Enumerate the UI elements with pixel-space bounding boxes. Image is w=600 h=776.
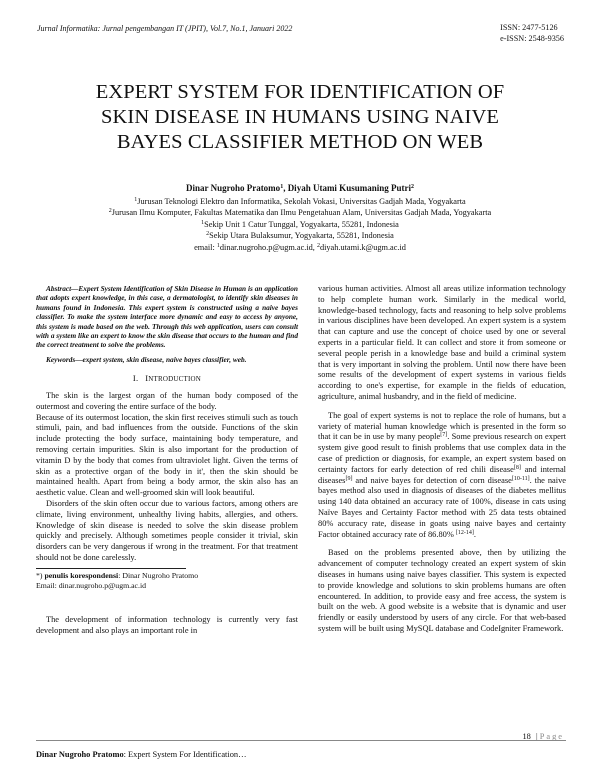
author-2: Diyah Utami Kusumaning Putri xyxy=(287,183,411,193)
corresponding-author-footnote: *) penulis korespondensi: Dinar Nugroho Pratomo Email: dinar.nugroho.p@ugm.ac.id xyxy=(36,569,298,591)
intro-paragraph-3: Disorders of the skin often occur due to various factors, among others are climate, living environment, unhealthy living habits, allergies, and others. Knowledge of skin disease is needed to solve the skin disease problem quickly and precisely. Although sometimes people consider it trivial, skin disorders can be very dangerous if wrong in the treatment. For that treatment should not be done carelessly. xyxy=(36,499,298,562)
citation[interactable]: [7] xyxy=(440,432,448,439)
left-column xyxy=(36,284,298,636)
email-1[interactable]: dinar.nugroho.p@ugm.ac.id xyxy=(219,242,313,252)
keywords: Keywords—expert system, skin disease, naive bayes classifier, web. xyxy=(46,354,247,364)
intro-paragraph-7: Based on the problems presented above, then by utilizing the advancement of computer technology created an expert system of skin diseases in humans using naive bayes classifier. This system is expected to provide knowledge and solutions to skin problems humans are often encountered. In addition, to provide easy and free access, the system is built on the web. A good website is a website that is dynamic and user friendly or easily understood by users of any circle. For that web-based system will be built using MySQL database and CodeIgniter Framework. xyxy=(318,548,566,633)
affiliation-2: $^2$Jurusan Ilmu Komputer, Fakultas Matematika dan Ilmu Pengetahuan Alam, Universitas Gadjah Mada, Yogyakarta xyxy=(108,208,492,218)
citation[interactable]: [9] xyxy=(345,475,353,482)
journal-header: Jurnal Informatika: Jurnal pengembangan IT (JPIT), Vol.7, No.1, Januari 2022 xyxy=(37,24,293,33)
eissn: e-ISSN: 2548-9356 xyxy=(500,34,564,43)
citation[interactable]: [12-14] xyxy=(455,529,474,536)
intro-paragraph-4: The development of information technology is currently very fast development and also plays an important role in xyxy=(36,614,298,635)
affiliations xyxy=(40,196,560,253)
intro-paragraph-5: various human activities. Almost all areas utilize information technology to help complete human work. Similarly in the medical world, knowledge-based technology, facts and reasoning to help solve problems in various disciplines have been developed. An expert system is a system that can capture and use the concept of choice used by one or several experts in a particular field. It can collect and store it from someone or several people perish in a knowledge base and build a criminal system that is very important in solving the problem. Until now there have been some results of the development of expert systems in various fields according to one's expertise, for example in the fields of education, agriculture, animal husbandry, and in the field of medicine. xyxy=(318,284,566,401)
section-heading-introduction: I. INTRODUCTION xyxy=(132,373,202,384)
footer-divider xyxy=(36,740,566,741)
authors: Dinar Nugroho Pratomo$^1$, Diyah Utami Kusumaning Putri$^2$ xyxy=(186,183,414,193)
issn: ISSN: 2477-5126 xyxy=(500,23,558,32)
right-column xyxy=(318,284,566,635)
citation[interactable]: [8] xyxy=(513,464,521,471)
paper-title: EXPERT SYSTEM FOR IDENTIFICATION OF SKIN DISEASE IN HUMANS USING NAIVE BAYES CLASSIFIER METHOD ON WEB xyxy=(95,81,505,153)
intro-paragraph-6: The goal of expert systems is not to replace the role of humans, but a variety of material human knowledge which is presented in the form so that it can be in use by many people[7]. Some previous research on expert system give good result to finish problems that use complex data in the case of prediction or diagnosis, for example, an expert system based on certainty factors for early detection of red chili disease[8] and internal diseases[9] and naive bayes for detection of corn disease[10-11]. the naive bayes method also used in diagnosis of diseases of the diabetes mellitus using 140 data obtained an accuracy rate of 100%, disease in cats using Naïve Bayes and Certainty Factor method with 25 data tests obtained 80% accuracy rate, disease in goats using naive bayes and certainty Factor obtained accuracy rate of 86.80% [12-14]. xyxy=(318,410,566,539)
intro-paragraph-1: The skin is the largest organ of the human body composed of the outermost and covering the entire surface of the body. xyxy=(36,391,298,411)
affiliation-1: $^1$Jurusan Teknologi Elektro dan Informatika, Sekolah Vokasi, Universitas Gadjah Mada, Yogyakarta xyxy=(134,197,466,206)
address-1: $^1$Sekip Unit 1 Catur Tunggal, Yogyakarta, 55281, Indonesia xyxy=(201,219,399,229)
author-emails: email: $^1$dinar.nugroho.p@ugm.ac.id, $^2$diyah.utami.k@ugm.ac.id xyxy=(194,242,406,252)
email-2[interactable]: diyah.utami.k@ugm.ac.id xyxy=(319,242,406,252)
page-number: 18 | Page xyxy=(522,732,564,741)
intro-paragraph-2: Because of its outermost location, the skin first receives stimuli such as touch stimuli, pain, and bad influences from the outside. Functions of the skin include protecting the body surface, maintaining body temperature, and removing certain impurities. Skin is also important for the production of vitamin D by the body that comes from ultraviolet light. Given the terms of skin as a protective organ of the body in it', then the skin should be maintained health. Apart from being a body armor, the skin also has an aesthetic value. Clean and well-groomed skin will look beautiful. xyxy=(36,412,298,498)
corresponding-email: Email: dinar.nugroho.p@ugm.ac.id xyxy=(36,580,147,590)
citation[interactable]: [10-11] xyxy=(511,475,530,482)
abstract: Abstract—Expert System Identification of Skin Disease in Human is an application that adopts expert knowledge, in this case, a dermatologist, to identify skin diseases in humans found in Indonesia. This expert system is constructed using a naive bayes classifier. To make the system interface more dynamic and easy to access by anyone, this system is made based on the web. Through this web application, users can consult with a system like an expert to know the skin disease that occurs to the human and find the correct treatment to solve the problems. xyxy=(36,284,298,350)
running-footer: Dinar Nugroho Pratomo: Expert System For Identification… xyxy=(36,750,247,759)
author-1: Dinar Nugroho Pratomo xyxy=(186,183,281,193)
issn-block xyxy=(500,22,564,44)
address-2: $^2$Sekip Utara Bulaksumur, Yogyakarta, 55281, Indonesia xyxy=(206,231,394,241)
